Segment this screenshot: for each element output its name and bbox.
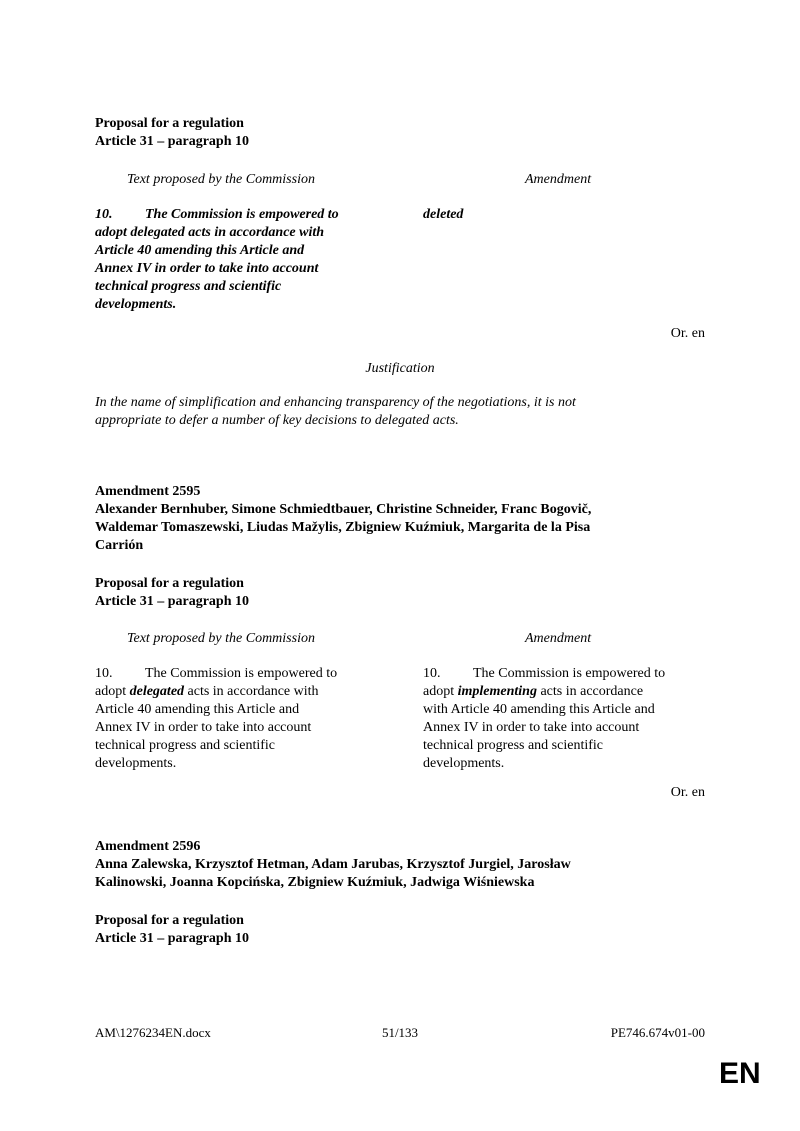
column-header-amendment: Amendment [525,631,592,646]
text-line: Annex IV in order to take into account [95,261,319,276]
heading-line: Proposal for a regulation [95,913,244,928]
text-line: developments. [95,756,177,771]
amendment-header [95,483,591,555]
original-language: Or. en [670,785,705,800]
column-header-commission: Text proposed by the Commission [127,172,315,187]
amendment-text [423,665,708,773]
author-line: Alexander Bernhuber, Simone Schmiedtbauer, Christine Schneider, Franc Bogovič, [95,502,592,517]
text-line: appropriate to defer a number of key decisions to delegated acts. [95,413,459,428]
column-header-amendment: Amendment [525,172,592,187]
text-line [95,683,380,701]
text-line: developments. [423,756,505,771]
commission-text [95,206,380,314]
paragraph-number: 10. [95,207,113,222]
justification-text [95,394,576,430]
changed-word: delegated [129,684,185,699]
amendment-header [95,838,571,892]
author-line: Anna Zalewska, Krzysztof Hetman, Adam Jarubas, Krzysztof Jurgiel, Jarosław [95,857,571,872]
commission-text [95,665,380,773]
footer-pe-ref: PE746.674v01-00 [610,1025,705,1040]
heading-line: Proposal for a regulation [95,116,244,131]
proposal-heading [95,575,249,611]
text-line: technical progress and scientific [95,738,275,753]
author-line: Kalinowski, Joanna Kopcińska, Zbigniew Kuźmiuk, Jadwiga Wiśniewska [95,875,535,890]
heading-line: Article 31 – paragraph 10 [95,134,249,149]
text-line: The Commission is empowered to [145,666,338,681]
column-header-commission: Text proposed by the Commission [127,631,315,646]
text-line: with Article 40 amending this Article and [423,702,655,717]
footer-page-number: 51/133 [381,1025,419,1040]
text-line: technical progress and scientific [95,279,282,294]
language-badge: EN [719,1057,761,1090]
text-line: The Commission is empowered to [473,666,666,681]
text-fragment: adopt [95,684,130,699]
justification-title: Justification [365,361,435,376]
paragraph-number: 10. [423,666,441,681]
text-line: In the name of simplification and enhancing transparency of the negotiations, it is not [95,395,576,410]
amendment-number: Amendment 2596 [95,839,201,854]
heading-line: Article 31 – paragraph 10 [95,594,249,609]
author-line: Waldemar Tomaszewski, Liudas Mažylis, Zbigniew Kuźmiuk, Margarita de la Pisa [95,520,591,535]
proposal-heading [95,912,249,948]
text-fragment: acts in accordance with [184,684,319,699]
text-line: technical progress and scientific [423,738,603,753]
amendment-deleted: deleted [423,207,464,222]
original-language: Or. en [670,326,705,341]
text-line: Annex IV in order to take into account [423,720,640,735]
text-line: The Commission is empowered to [145,207,339,222]
text-line: developments. [95,297,177,312]
heading-line: Proposal for a regulation [95,576,244,591]
text-line: Annex IV in order to take into account [95,720,312,735]
text-fragment: acts in accordance [536,684,644,699]
heading-line: Article 31 – paragraph 10 [95,931,249,946]
changed-word: implementing [457,684,537,699]
text-line: adopt delegated acts in accordance with [95,225,325,240]
text-fragment: adopt [423,684,458,699]
paragraph-number: 10. [95,666,113,681]
text-line: Article 40 amending this Article and [95,702,300,717]
amendment-number: Amendment 2595 [95,484,201,499]
footer-doc-ref: AM\1276234EN.docx [95,1025,211,1040]
author-line: Carrión [95,538,144,553]
proposal-heading [95,115,249,151]
text-line: Article 40 amending this Article and [95,243,305,258]
text-line [423,683,708,701]
